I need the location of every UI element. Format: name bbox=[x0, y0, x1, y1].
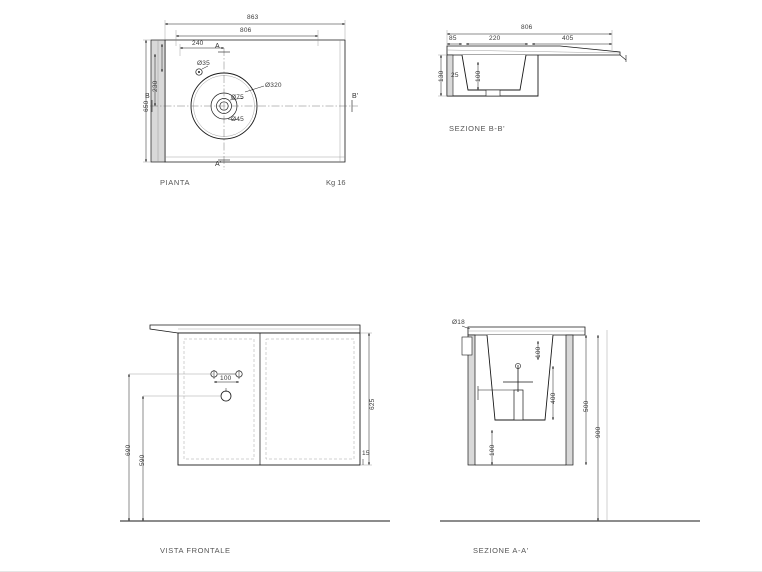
dim-label-bb-85: 85 bbox=[449, 35, 457, 42]
caption-sezione-bb: SEZIONE B-B' bbox=[449, 124, 506, 133]
caption-vista-frontale: VISTA FRONTALE bbox=[160, 546, 231, 555]
dim-label-pianta-650: 650 bbox=[143, 100, 150, 112]
dim-label-pianta-d75: Ø75 bbox=[231, 94, 244, 101]
weight-label: Kg 16 bbox=[326, 178, 346, 187]
view-pianta bbox=[143, 20, 358, 170]
dim-label-pianta-d320: Ø320 bbox=[265, 82, 282, 89]
dim-label-pianta-240: 240 bbox=[192, 40, 204, 47]
dim-label-pianta-806: 806 bbox=[240, 27, 252, 34]
dim-label-aa-400: 400 bbox=[550, 392, 557, 404]
dim-label-pianta-230: 230 bbox=[152, 80, 159, 92]
dim-label-pianta-863: 863 bbox=[247, 14, 259, 21]
dim-label-vf-100: 100 bbox=[220, 375, 232, 382]
caption-pianta: PIANTA bbox=[160, 178, 191, 187]
dim-label-bb-130: 130 bbox=[438, 70, 445, 82]
dim-label-bb-806: 806 bbox=[521, 24, 533, 31]
dim-label-aa-500: 500 bbox=[583, 400, 590, 412]
dim-label-aa-100-top: 100 bbox=[535, 346, 542, 358]
dim-label-bb-405: 405 bbox=[562, 35, 574, 42]
dim-label-aa-d18: Ø18 bbox=[452, 319, 465, 326]
section-mark-a-bottom: A' bbox=[215, 161, 222, 168]
view-vista-frontale bbox=[120, 325, 390, 521]
dim-label-aa-100-bottom: 100 bbox=[489, 444, 496, 456]
dim-label-bb-100: 100 bbox=[475, 70, 482, 82]
dim-label-vf-690: 690 bbox=[125, 444, 132, 456]
section-mark-b-right: B' bbox=[352, 93, 359, 100]
view-sezione-aa bbox=[440, 326, 700, 521]
dim-label-bb-25: 25 bbox=[451, 72, 459, 79]
section-mark-a-top: A bbox=[215, 43, 220, 50]
section-mark-b-left: B bbox=[145, 93, 150, 100]
dim-label-vf-625: 625 bbox=[369, 398, 376, 410]
dim-label-vf-15: 15 bbox=[362, 450, 370, 457]
dim-label-vf-590: 590 bbox=[139, 454, 146, 466]
dim-label-bb-220: 220 bbox=[489, 35, 501, 42]
dim-label-aa-900: 900 bbox=[595, 426, 602, 438]
view-sezione-bb bbox=[438, 30, 626, 96]
dim-label-pianta-d45: Ø45 bbox=[231, 116, 244, 123]
caption-sezione-aa: SEZIONE A-A' bbox=[473, 546, 529, 555]
dim-label-pianta-d35: Ø35 bbox=[197, 60, 210, 67]
